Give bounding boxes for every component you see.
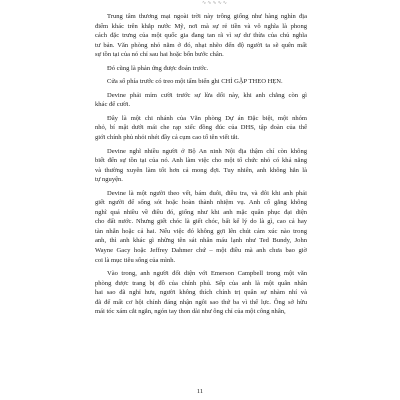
paragraph: [95, 269, 307, 317]
text-line: tự nguyện.: [95, 176, 123, 184]
text-line: điểm khác trên khắp nước Mỹ, nơi mà sự rẻ tiền và vô nghĩa là phong: [95, 22, 307, 30]
text-line: Cửa sổ phía trước có treo một tấm biển ghi CHỈ GẶP THEO HẸN.: [107, 78, 283, 86]
text-line: coi là mục tiêu sống của mình.: [95, 256, 176, 264]
text-line: Devine là một người theo vết, bám đuôi, điều tra, và đôi khi anh phải: [107, 189, 307, 197]
text-line: Đây là một chi nhánh của Văn phòng Dự án Đặc biệt, một nhóm: [107, 114, 307, 122]
text-line: anh, thì anh khác gì những tên sát nhân máu lạnh như Ted Bundy, John: [95, 237, 307, 245]
text-line: phòng được trang bị đồ của chính phủ. Sếp của anh là một quân nhân: [95, 279, 307, 287]
paragraph: [95, 147, 307, 185]
text-line: giới chính phủ nhỏi nhét đầy cả cụm cao tố tên viết tắt.: [95, 134, 239, 142]
text-line: giết người để sống sót hoặc hoàn thành nhiệm vụ. Anh cố gắng không: [95, 199, 307, 207]
text-line: tàn nhẫn hoặc cả hai. Nếu việc đó không gợi lên chút cảm xúc nào trong: [95, 227, 307, 235]
paragraph: [95, 12, 307, 60]
text-line: Devine nghĩ nhiều người ở Bộ An ninh Nội địa thậm chí còn không: [107, 147, 307, 155]
body-text: [95, 12, 307, 317]
header-ornament: ∿∿∿∿∿: [202, 0, 228, 6]
page-number: 11: [196, 388, 204, 395]
text-line: cách đặc trưng của một quốc gia đang tan rã vì sự dư thừa của chủ nghĩa: [95, 32, 307, 40]
text-line: đã để mất cơ hội chính đáng nhận ngôi sao thứ ba vì thế lực. Ông sở hữu: [95, 298, 307, 306]
paragraph: [95, 91, 307, 110]
paragraph: [95, 114, 307, 143]
text-line: sự tồn tại của nó chỉ sau hai hoặc bốn bước chân.: [95, 51, 224, 59]
text-line: hai sao đã nghỉ hưu, người không thích chính trị quân sự nhàm nhí và: [95, 289, 307, 297]
text-line: cho đất nước. Nhưng giết chóc là giết chóc, bất kể lý do là gì, cao cả hay: [95, 218, 307, 226]
paragraph: [95, 64, 307, 74]
text-line: Đó cũng là phản ứng được đoán trước.: [107, 64, 209, 72]
paragraph: [95, 189, 307, 265]
text-line: tư bản. Văn phòng nhỏ nằm ở đó, nhạt nhẽo đến độ người ta sẽ quên mất: [95, 41, 307, 49]
text-line: Devine phải mỉm cười trước sự lừa dối này, khi anh chẳng còn gì: [107, 91, 307, 99]
text-line: Wayne Gacy hoặc Jeffrey Dahmer chứ – một điều mà anh chưa bao giờ: [95, 247, 307, 255]
text-line: nhỏ, bí mật dưới mái che rạp xiếc đồng đúc của DHS, tập đoàn của thế: [95, 124, 307, 132]
text-line: mái tóc xám cắt ngắn, ngón tay thon dài như ông chỉ của một công nhân,: [95, 308, 286, 316]
text-line: Vào trong, anh người đối diện với Emerson Campbell trong một văn: [107, 270, 307, 278]
text-line: khác để cười.: [95, 101, 131, 109]
paragraph: [95, 77, 307, 87]
text-line: và thường xuyên làm tốt hơn cả mong đợi. Tuy nhiên, anh không hẳn là: [95, 166, 307, 174]
text-line: nghĩ quá nhiều về điều đó, giống như khi anh mặc quân phục đại diện: [95, 208, 307, 216]
text-line: biết đến sự tồn tại của nó. Anh làm việc cho một tổ chức nhỏ có khả năng: [95, 157, 307, 165]
text-line: Trung tâm thương mại ngoài trời này trông giống như hàng nghìn địa: [107, 13, 307, 20]
